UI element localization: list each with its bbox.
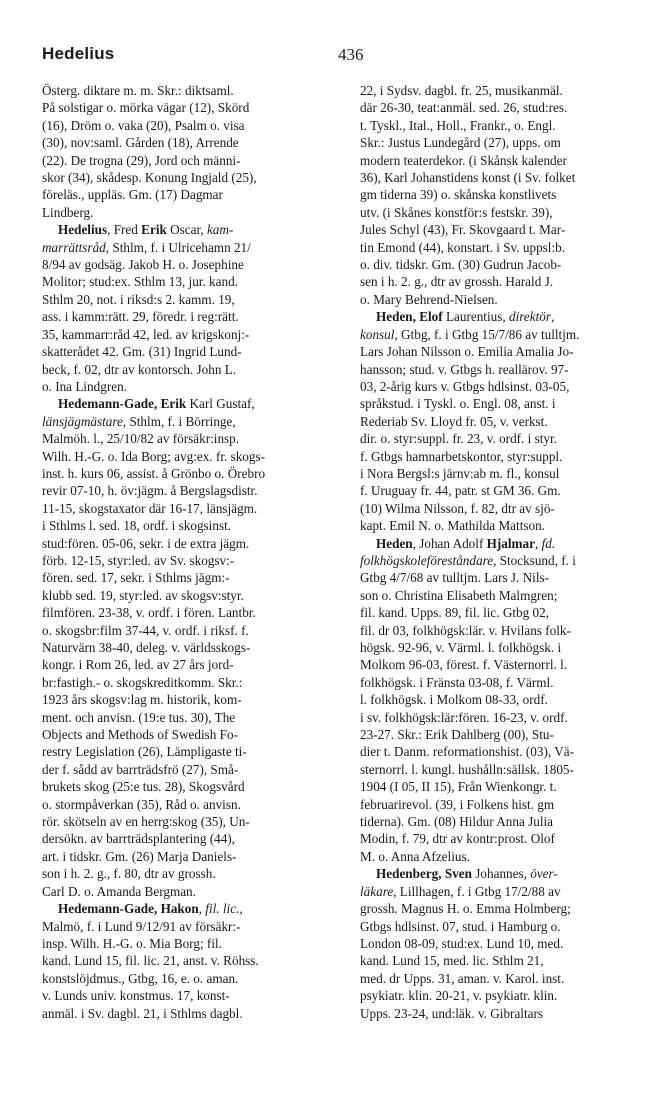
headword: Hedemann-Gade, Hakon	[58, 901, 199, 917]
text-run: folkhögsk. i Fränsta 03-08, f. Värml.	[360, 674, 554, 690]
text-line	[42, 865, 328, 882]
text-line	[360, 99, 650, 116]
text-run: , Lillhagen, f. i Gtbg 17/2/88 av	[393, 883, 561, 899]
text-line	[360, 830, 650, 847]
text-line	[360, 430, 650, 447]
text-line	[360, 639, 650, 656]
text-run: son o. Christina Elisabeth Malmgren;	[360, 587, 558, 603]
text-line	[42, 970, 328, 987]
text-line	[360, 482, 650, 499]
text-line	[360, 169, 650, 186]
text-run: dersökn. av barrträdsplantering (44),	[42, 831, 235, 847]
text-run: 11-15, skogstaxator där 16-17, länsjägm.	[42, 500, 258, 516]
text-run: gm tiderna 39) o. skånska konstlivets	[360, 187, 557, 203]
text-line	[360, 778, 650, 795]
text-line	[360, 395, 650, 412]
text-run: Malmö, f. i Lund 9/12/91 av försäkr:-	[42, 918, 241, 934]
headword: Heden, Elof	[376, 309, 443, 325]
text-run: Gtbg 4/7/68 av tulltjm. Lars J. Nils-	[360, 570, 550, 586]
text-run: Oscar,	[166, 222, 207, 238]
occupation: kam-	[206, 222, 234, 238]
text-run: i Nora Bergsl:s järnv:ab m. fl., konsul	[360, 465, 560, 481]
text-run: förb. 12-15, styr:led. av Sv. skogsv:-	[42, 552, 235, 568]
text-line	[360, 517, 650, 534]
text-line	[42, 169, 328, 186]
text-line	[360, 186, 650, 203]
text-line	[360, 552, 650, 569]
text-line	[42, 987, 328, 1004]
text-run: Naturvärn 38-40, deleg. v. världsskogs-	[42, 640, 251, 655]
text-run: Rederiab Sv. Lloyd fr. 05, v. verkst.	[360, 413, 548, 429]
text-line	[42, 952, 328, 969]
text-line	[42, 709, 328, 726]
text-line	[360, 256, 650, 273]
text-run: ,	[550, 309, 555, 325]
text-line	[42, 761, 328, 778]
text-run: Österg. diktare m. m. Skr.: diktsaml.	[42, 83, 234, 98]
text-run: 23-27. Skr.: Erik Dahlberg (00), Stu-	[360, 727, 554, 743]
text-run: (16), Dröm o. vaka (20), Psalm o. visa	[42, 117, 245, 133]
text-run: M. o. Anna Afzelius.	[360, 848, 470, 864]
text-line	[360, 935, 650, 952]
text-run: 1904 (I 05, II 15), Från Wienkongr. t.	[360, 779, 557, 795]
text-run: där 26-30, teat:anmäl. sed. 26, stud:res.	[360, 100, 568, 116]
text-run: dir. o. styr:suppl. fr. 23, v. ordf. i styr.	[360, 431, 557, 447]
text-run: Karl Gustaf,	[186, 396, 255, 412]
text-line	[360, 273, 650, 290]
text-run: , Sthlm, f. i Ulricehamn 21/	[105, 239, 251, 255]
text-run: rör. skötseln av en herrg:skog (35), Un-	[42, 814, 250, 830]
text-run: ,	[239, 901, 243, 917]
text-run: anmäl. i Sv. dagbl. 21, i Sthlms dagbl.	[42, 1005, 243, 1021]
text-run: der f. sådd av barrträdsfrö (27), Små-	[42, 761, 239, 777]
text-run: Skr.: Justus Lundegård (27), upps. om	[360, 135, 561, 151]
text-line	[42, 935, 328, 952]
text-run: högsk. 92-96, v. Värml. l. folkhögsk. i	[360, 640, 562, 655]
headword: Hedelius	[58, 222, 108, 238]
text-line	[42, 361, 328, 378]
text-line	[360, 743, 650, 760]
text-line	[360, 900, 650, 917]
text-line	[42, 674, 328, 691]
text-line	[42, 552, 328, 569]
text-line	[360, 569, 650, 586]
right-column	[360, 82, 650, 1022]
text-line	[42, 726, 328, 743]
text-run: Johannes,	[471, 866, 531, 882]
text-line	[42, 517, 328, 534]
text-line	[42, 622, 328, 639]
text-run: f. Gtbgs hamnarbetskontor, styr:suppl.	[360, 448, 563, 464]
text-line	[360, 239, 650, 256]
text-run: Sthlm 20, not. i riksd:s 2. kamm. 19,	[42, 291, 235, 307]
text-line	[42, 343, 328, 360]
text-run: 8/94 av godsäg. Jakob H. o. Josephine	[42, 257, 244, 273]
text-line	[42, 204, 328, 221]
text-line	[360, 709, 650, 726]
text-run: v. Lunds univ. konstmus. 17, konst-	[42, 988, 230, 1004]
text-line	[360, 761, 650, 778]
text-line	[360, 813, 650, 830]
text-run: skatterådet 42. Gm. (31) Ingrid Lund-	[42, 344, 242, 360]
occupation: konsul	[360, 326, 395, 342]
text-run: tin Emond (44), konstart. i Sv. uppsl:b.	[360, 239, 566, 255]
text-line	[42, 796, 328, 813]
text-run: br:fastigh.- o. skogskreditkomm. Skr.:	[42, 674, 243, 690]
text-run: fil. dr 03, folkhögsk:lär. v. Hvilans folk-	[360, 622, 571, 638]
headword: Erik	[141, 222, 167, 238]
text-line	[360, 622, 650, 639]
text-run: i sv. folkhögsk:lär:fören. 16-23, v. ordf.	[360, 709, 568, 725]
entry-headword-line	[360, 865, 650, 882]
text-line	[42, 778, 328, 795]
text-run: dier t. Danm. reformationshist. (03), Vä-	[360, 744, 575, 760]
text-line	[360, 413, 650, 430]
text-line	[42, 848, 328, 865]
text-run: Wilh. H.-G. o. Ida Borg; avg:ex. fr. skogs-	[42, 448, 266, 464]
text-run: o. stormpåverkan (35), Råd o. anvisn.	[42, 796, 241, 812]
headword: Hjalmar	[486, 535, 535, 551]
text-run: brukets skog (25:e tus. 28), Skogsvård	[42, 779, 245, 795]
text-line	[42, 291, 328, 308]
text-run: filmfören. 23-38, v. ordf. i fören. Lantbr.	[42, 605, 256, 621]
text-run: 22, i Sydsv. dagbl. fr. 25, musikanmäl.	[360, 83, 563, 98]
text-line	[42, 1005, 328, 1022]
occupation: fil. lic.	[205, 901, 240, 917]
text-line	[42, 743, 328, 760]
text-run: skor (34), skådesp. Konung Ingjald (25),	[42, 170, 257, 186]
text-run: , Sthlm, f. i Börringe,	[122, 413, 236, 429]
text-line	[360, 291, 650, 308]
page-number: 436	[338, 45, 364, 64]
text-run: konstslöjdmus., Gtbg, 16, e. o. aman.	[42, 970, 239, 986]
text-line	[42, 326, 328, 343]
text-line	[42, 256, 328, 273]
text-run: (30), nov:saml. Gården (18), Arrende	[42, 135, 239, 151]
text-line	[42, 482, 328, 499]
text-run: , Gtbg, f. i Gtbg 15/7/86 av tulltjm.	[394, 326, 580, 342]
text-run: språkstud. i Tyskl. o. Engl. 08, anst. i	[360, 396, 556, 412]
text-run: inst. h. kurs 06, assist. å Grönbo o. Örebro	[42, 465, 266, 481]
text-run: med. dr Upps. 31, aman. v. Karol. inst.	[360, 970, 565, 986]
text-run: Laurentius,	[442, 309, 509, 325]
text-run: hansson; stud. v. Gtbgs h. reallärov. 97-	[360, 361, 569, 377]
text-line	[360, 343, 650, 360]
text-line	[360, 221, 650, 238]
text-line	[42, 656, 328, 673]
text-line	[360, 656, 650, 673]
text-run: fören. sed. 17, sekr. i Sthlms jägm:-	[42, 570, 230, 586]
text-line	[360, 918, 650, 935]
headword: Hedemann-Gade, Erik	[58, 396, 187, 412]
occupation: marrättsråd	[42, 239, 106, 255]
text-line	[360, 674, 650, 691]
text-line	[42, 569, 328, 586]
text-run: 36), Karl Johanstidens konst (i Sv. folket	[360, 170, 576, 186]
text-run: ,	[534, 535, 542, 551]
text-run: 35, kammarr:råd 42, led. av krigskonj:-	[42, 326, 250, 342]
text-run: Carl D. o. Amanda Bergman.	[42, 883, 196, 899]
text-line	[42, 587, 328, 604]
text-run: sternorrl. l. kungl. hushålln:sällsk. 1805-	[360, 761, 574, 777]
text-run: Molkom 96-03, förest. f. Västernorrl. l.	[360, 657, 568, 673]
text-run: l. folkhögsk. i Molkom 08-33, ordf.	[360, 692, 548, 708]
text-run: föreläs., uppläs. Gm. (17) Dagmar	[42, 187, 223, 203]
text-run: ,	[198, 901, 206, 917]
text-run: Modin, f. 79, dtr av kontr:prost. Olof	[360, 831, 555, 847]
text-run: grossh. Magnus H. o. Emma Holmberg;	[360, 901, 571, 917]
occupation: folkhögskoleföreståndare	[360, 552, 494, 568]
text-line	[360, 134, 650, 151]
text-run: ment. och anvisn. (19:e tus. 30), The	[42, 709, 236, 725]
text-run: Gtbgs hdlsinst. 07, stud. i Hamburg o.	[360, 918, 561, 934]
text-line	[360, 152, 650, 169]
text-run: i Sthlms l. sed. 18, ordf. i skogsinst.	[42, 518, 232, 534]
text-line	[42, 535, 328, 552]
text-run: insp. Wilh. H.-G. o. Mia Borg; fil.	[42, 935, 222, 951]
text-run: Lars Johan Nilsson o. Emilia Amalia Jo-	[360, 344, 574, 360]
text-line	[360, 691, 650, 708]
text-line	[360, 952, 650, 969]
text-run: Lindberg.	[42, 204, 94, 220]
text-line	[42, 691, 328, 708]
text-line	[360, 326, 650, 343]
text-line	[360, 82, 650, 99]
text-line	[42, 639, 328, 656]
text-run: , Fred	[107, 222, 142, 238]
text-line	[360, 970, 650, 987]
text-run: kand. Lund 15, med. lic. Sthlm 21,	[360, 953, 544, 969]
text-line	[42, 500, 328, 517]
text-line	[42, 604, 328, 621]
text-run: fil. kand. Upps. 89, fil. lic. Gtbg 02,	[360, 605, 550, 621]
text-line	[360, 883, 650, 900]
text-run: utv. (i Skånes konstför:s festskr. 39),	[360, 204, 553, 220]
text-run: Malmöh. l., 25/10/82 av försäkr:insp.	[42, 431, 240, 447]
text-line	[42, 273, 328, 290]
text-run: Upps. 23-24, und:läk. v. Gibraltars	[360, 1005, 544, 1021]
text-line	[42, 918, 328, 935]
text-line	[42, 430, 328, 447]
headword: Heden	[376, 535, 413, 551]
text-run: (22). De trogna (29), Jord och männi-	[42, 152, 241, 168]
left-column	[42, 82, 328, 1022]
occupation: länsjägmästare	[42, 413, 123, 429]
text-run: kand. Lund 15, fil. lic. 21, anst. v. Röhss.	[42, 953, 259, 969]
text-line	[42, 308, 328, 325]
text-run: sen i h. 2. g., dtr av grossh. Harald J.	[360, 274, 554, 290]
text-line	[42, 117, 328, 134]
text-line	[42, 134, 328, 151]
text-line	[42, 239, 328, 256]
text-line	[360, 1005, 650, 1022]
text-run: , Johan Adolf	[412, 535, 487, 551]
headword: Hedenberg, Sven	[376, 866, 472, 882]
text-line	[360, 117, 650, 134]
text-line	[360, 604, 650, 621]
text-run: , Stocksund, f. i	[493, 552, 576, 568]
text-run: restry Legislation (26), Lämpligaste ti-	[42, 744, 247, 760]
text-run: o. div. tidskr. Gm. (30) Gudrun Jacob-	[360, 257, 562, 273]
text-run: o. skogsbr:film 37-44, v. ordf. i riksf. f.	[42, 622, 249, 638]
text-line	[360, 587, 650, 604]
text-line	[360, 987, 650, 1004]
text-line	[42, 152, 328, 169]
text-line	[42, 830, 328, 847]
text-run: son i h. 2. g., f. 80, dtr av grossh.	[42, 866, 216, 882]
text-line	[360, 796, 650, 813]
text-run: t. Tyskl., Ital., Holl., Frankr., o. Engl.	[360, 117, 556, 133]
text-line	[360, 448, 650, 465]
occupation: över-	[530, 866, 558, 882]
text-run: o. Mary Behrend-Nielsen.	[360, 291, 498, 307]
text-line	[360, 361, 650, 378]
entry-headword-line	[42, 221, 328, 238]
text-line	[42, 883, 328, 900]
text-run: Objects and Methods of Swedish Fo-	[42, 727, 238, 743]
text-line	[42, 99, 328, 116]
text-run: Molitor; stud:ex. Sthlm 13, jur. kand.	[42, 274, 238, 290]
text-line	[42, 448, 328, 465]
text-run: 03, 2-årig kurs v. Gtbgs hdlsinst. 03-05,	[360, 378, 570, 394]
text-run: kongr. i Rom 26, led. av 27 års jord-	[42, 657, 234, 673]
text-line	[42, 82, 328, 99]
text-run: psykiatr. klin. 20-21, v. psykiatr. klin.	[360, 988, 558, 1004]
text-run: kapt. Emil N. o. Mathilda Mattson.	[360, 518, 545, 534]
occupation: direktör	[508, 309, 551, 325]
occupation: fd.	[541, 535, 556, 551]
text-run: beck, f. 02, dtr av kontorsch. John L.	[42, 361, 237, 377]
text-run: ass. i kamm:rätt. 29, föredr. i reg:rätt.	[42, 309, 239, 325]
text-run: klubb sed. 19, styr:led. av skogsv:styr.	[42, 587, 244, 603]
text-run: tiderna). Gm. (08) Hildur Anna Julia	[360, 814, 554, 830]
text-run: art. i tidskr. Gm. (26) Marja Daniels-	[42, 848, 237, 864]
text-line	[42, 813, 328, 830]
text-line	[42, 186, 328, 203]
text-run: f. Uruguay fr. 44, patr. st GM 36. Gm.	[360, 483, 561, 499]
occupation: läkare	[360, 883, 394, 899]
entry-headword-line	[42, 900, 328, 917]
text-line	[42, 378, 328, 395]
text-line	[360, 726, 650, 743]
text-line	[42, 413, 328, 430]
text-line	[360, 848, 650, 865]
text-line	[360, 204, 650, 221]
text-line	[360, 378, 650, 395]
entry-headword-line	[42, 395, 328, 412]
entry-headword-line	[360, 308, 650, 325]
text-line	[360, 465, 650, 482]
text-run: (10) Wilma Nilsson, f. 82, dtr av sjö-	[360, 500, 555, 516]
text-run: februarirevol. (39, i Folkens hist. gm	[360, 796, 555, 812]
text-run: På solstigar o. mörka vägar (12), Skörd	[42, 100, 250, 116]
text-line	[42, 465, 328, 482]
text-run: modern teaterdekor. (i Skånsk kalender	[360, 152, 567, 168]
running-head: Hedelius	[42, 44, 115, 63]
text-run: London 08-09, stud:ex. Lund 10, med.	[360, 935, 564, 951]
text-run: o. Ina Lindgren.	[42, 378, 127, 394]
text-run: 1923 års skogsv:lag m. historik, kom-	[42, 692, 242, 708]
text-line	[360, 500, 650, 517]
text-run: Jules Schyl (43), Fr. Skovgaard t. Mar-	[360, 222, 566, 238]
entry-headword-line	[360, 535, 650, 552]
text-run: revir 07-10, h. öv:jägm. å Bergslagsdistr.	[42, 483, 258, 499]
text-run: stud:fören. 05-06, sekr. i de extra jägm.	[42, 535, 250, 551]
